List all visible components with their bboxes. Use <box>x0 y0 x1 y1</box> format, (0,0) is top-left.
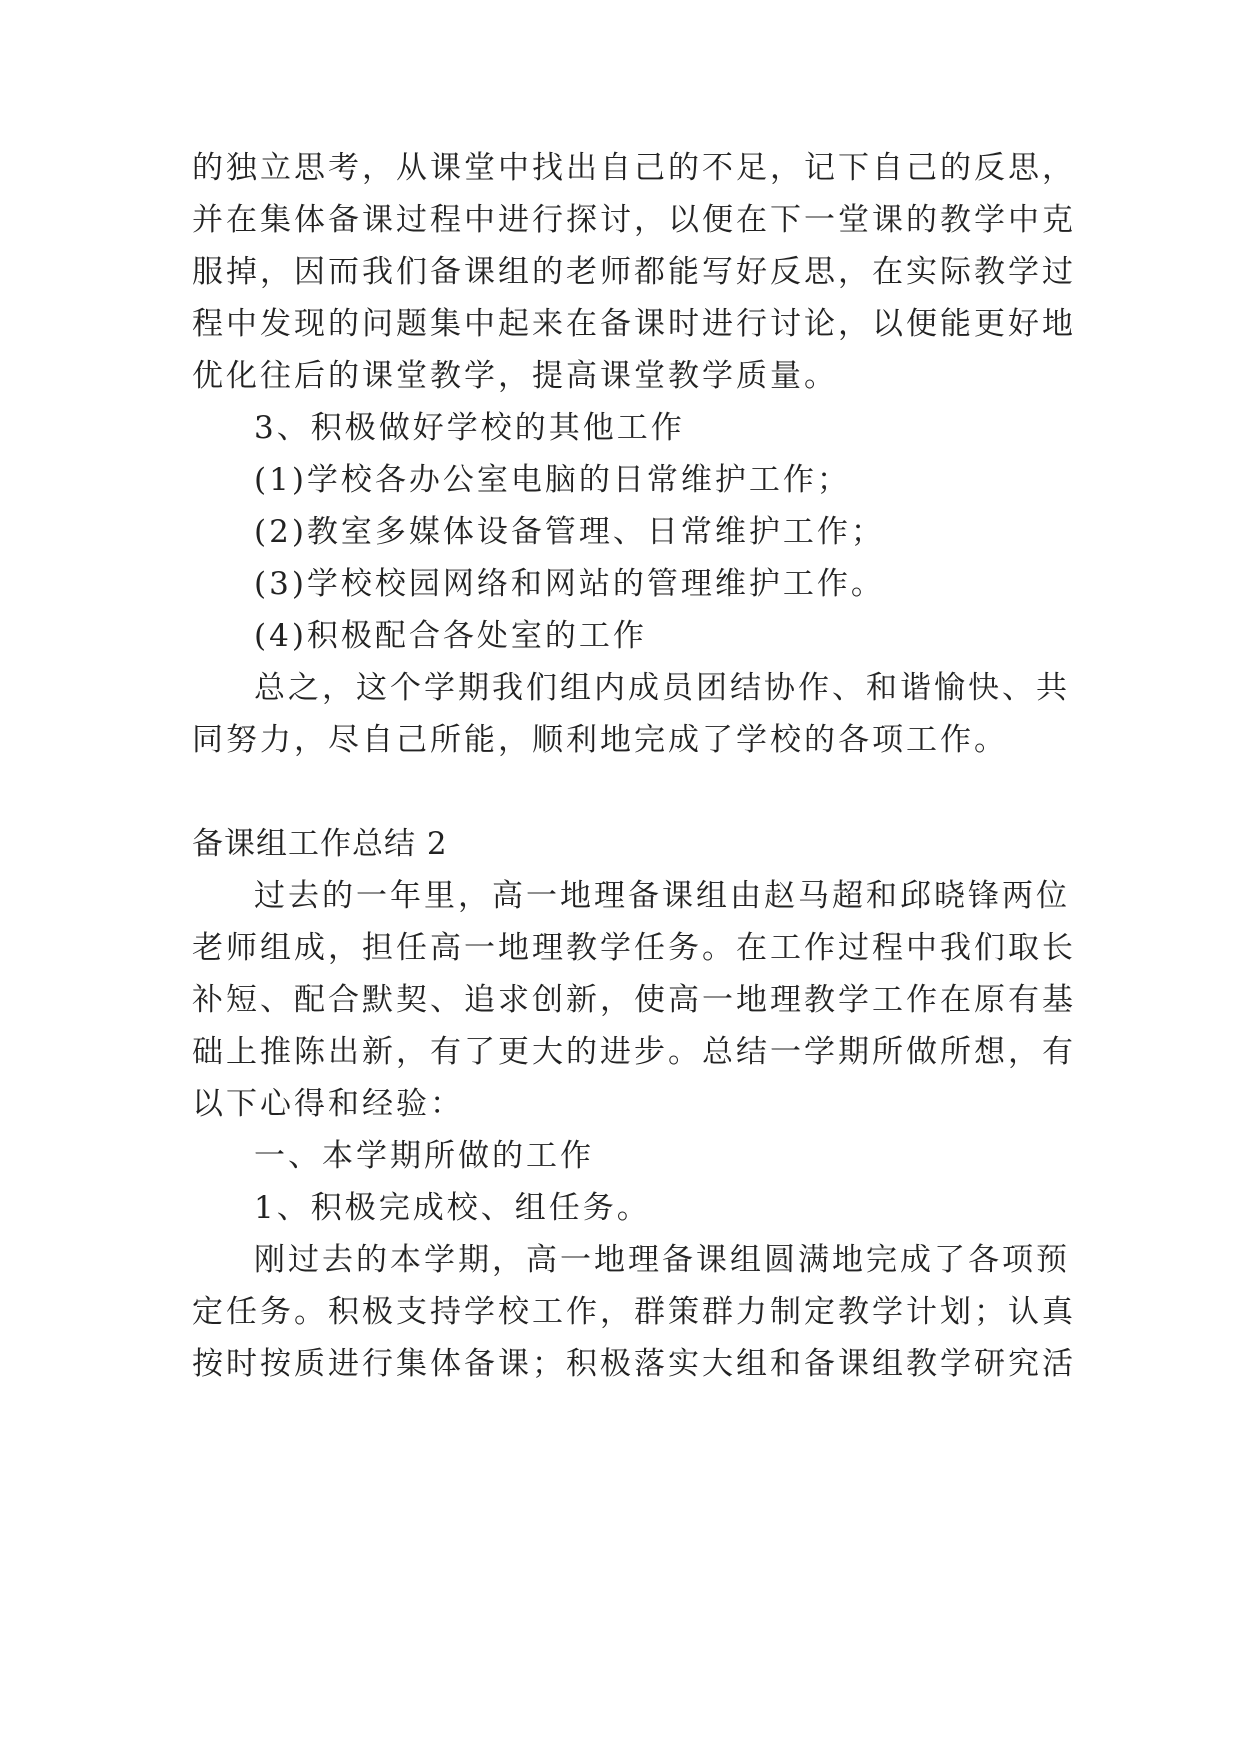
subheading: 一、本学期所做的工作 <box>254 1138 594 1174</box>
item-title: 3、积极做好学校的其他工作 <box>254 410 685 446</box>
paragraph-line: 程中发现的问题集中起来在备课时进行讨论，以便能更好地 <box>192 306 1076 342</box>
intro-line: 以下心得和经验： <box>192 1086 464 1122</box>
conclusion-line: 总之，这个学期我们组内成员团结协作、和谐愉快、共 <box>254 670 1070 706</box>
body-line: 定任务。积极支持学校工作，群策群力制定教学计划；认真 <box>192 1294 1076 1330</box>
sub-item: (3)学校校园网络和网站的管理维护工作。 <box>254 566 885 602</box>
intro-line: 补短、配合默契、追求创新，使高一地理教学工作在原有基 <box>192 982 1076 1018</box>
body-line: 刚过去的本学期，高一地理备课组圆满地完成了各项预 <box>254 1242 1070 1278</box>
intro-line: 础上推陈出新，有了更大的进步。总结一学期所做所想，有 <box>192 1034 1076 1070</box>
sub-item: (1)学校各办公室电脑的日常维护工作； <box>254 462 851 498</box>
paragraph-line: 的独立思考，从课堂中找出自己的不足，记下自己的反思， <box>192 150 1076 186</box>
section-title: 备课组工作总结 2 <box>192 826 448 862</box>
paragraph-line: 优化往后的课堂教学，提高课堂教学质量。 <box>192 358 838 394</box>
paragraph-line: 服掉，因而我们备课组的老师都能写好反思，在实际教学过 <box>192 254 1076 290</box>
item-title: 1、积极完成校、组任务。 <box>254 1190 651 1226</box>
intro-line: 过去的一年里，高一地理备课组由赵马超和邱晓锋两位 <box>254 878 1070 914</box>
paragraph-line: 并在集体备课过程中进行探讨，以便在下一堂课的教学中克 <box>192 202 1076 238</box>
sub-item: (2)教室多媒体设备管理、日常维护工作； <box>254 514 885 550</box>
sub-item: (4)积极配合各处室的工作 <box>254 618 647 654</box>
body-line: 按时按质进行集体备课；积极落实大组和备课组教学研究活 <box>192 1346 1076 1382</box>
intro-line: 老师组成，担任高一地理教学任务。在工作过程中我们取长 <box>192 930 1076 966</box>
conclusion-line: 同努力，尽自己所能，顺利地完成了学校的各项工作。 <box>192 722 1008 758</box>
